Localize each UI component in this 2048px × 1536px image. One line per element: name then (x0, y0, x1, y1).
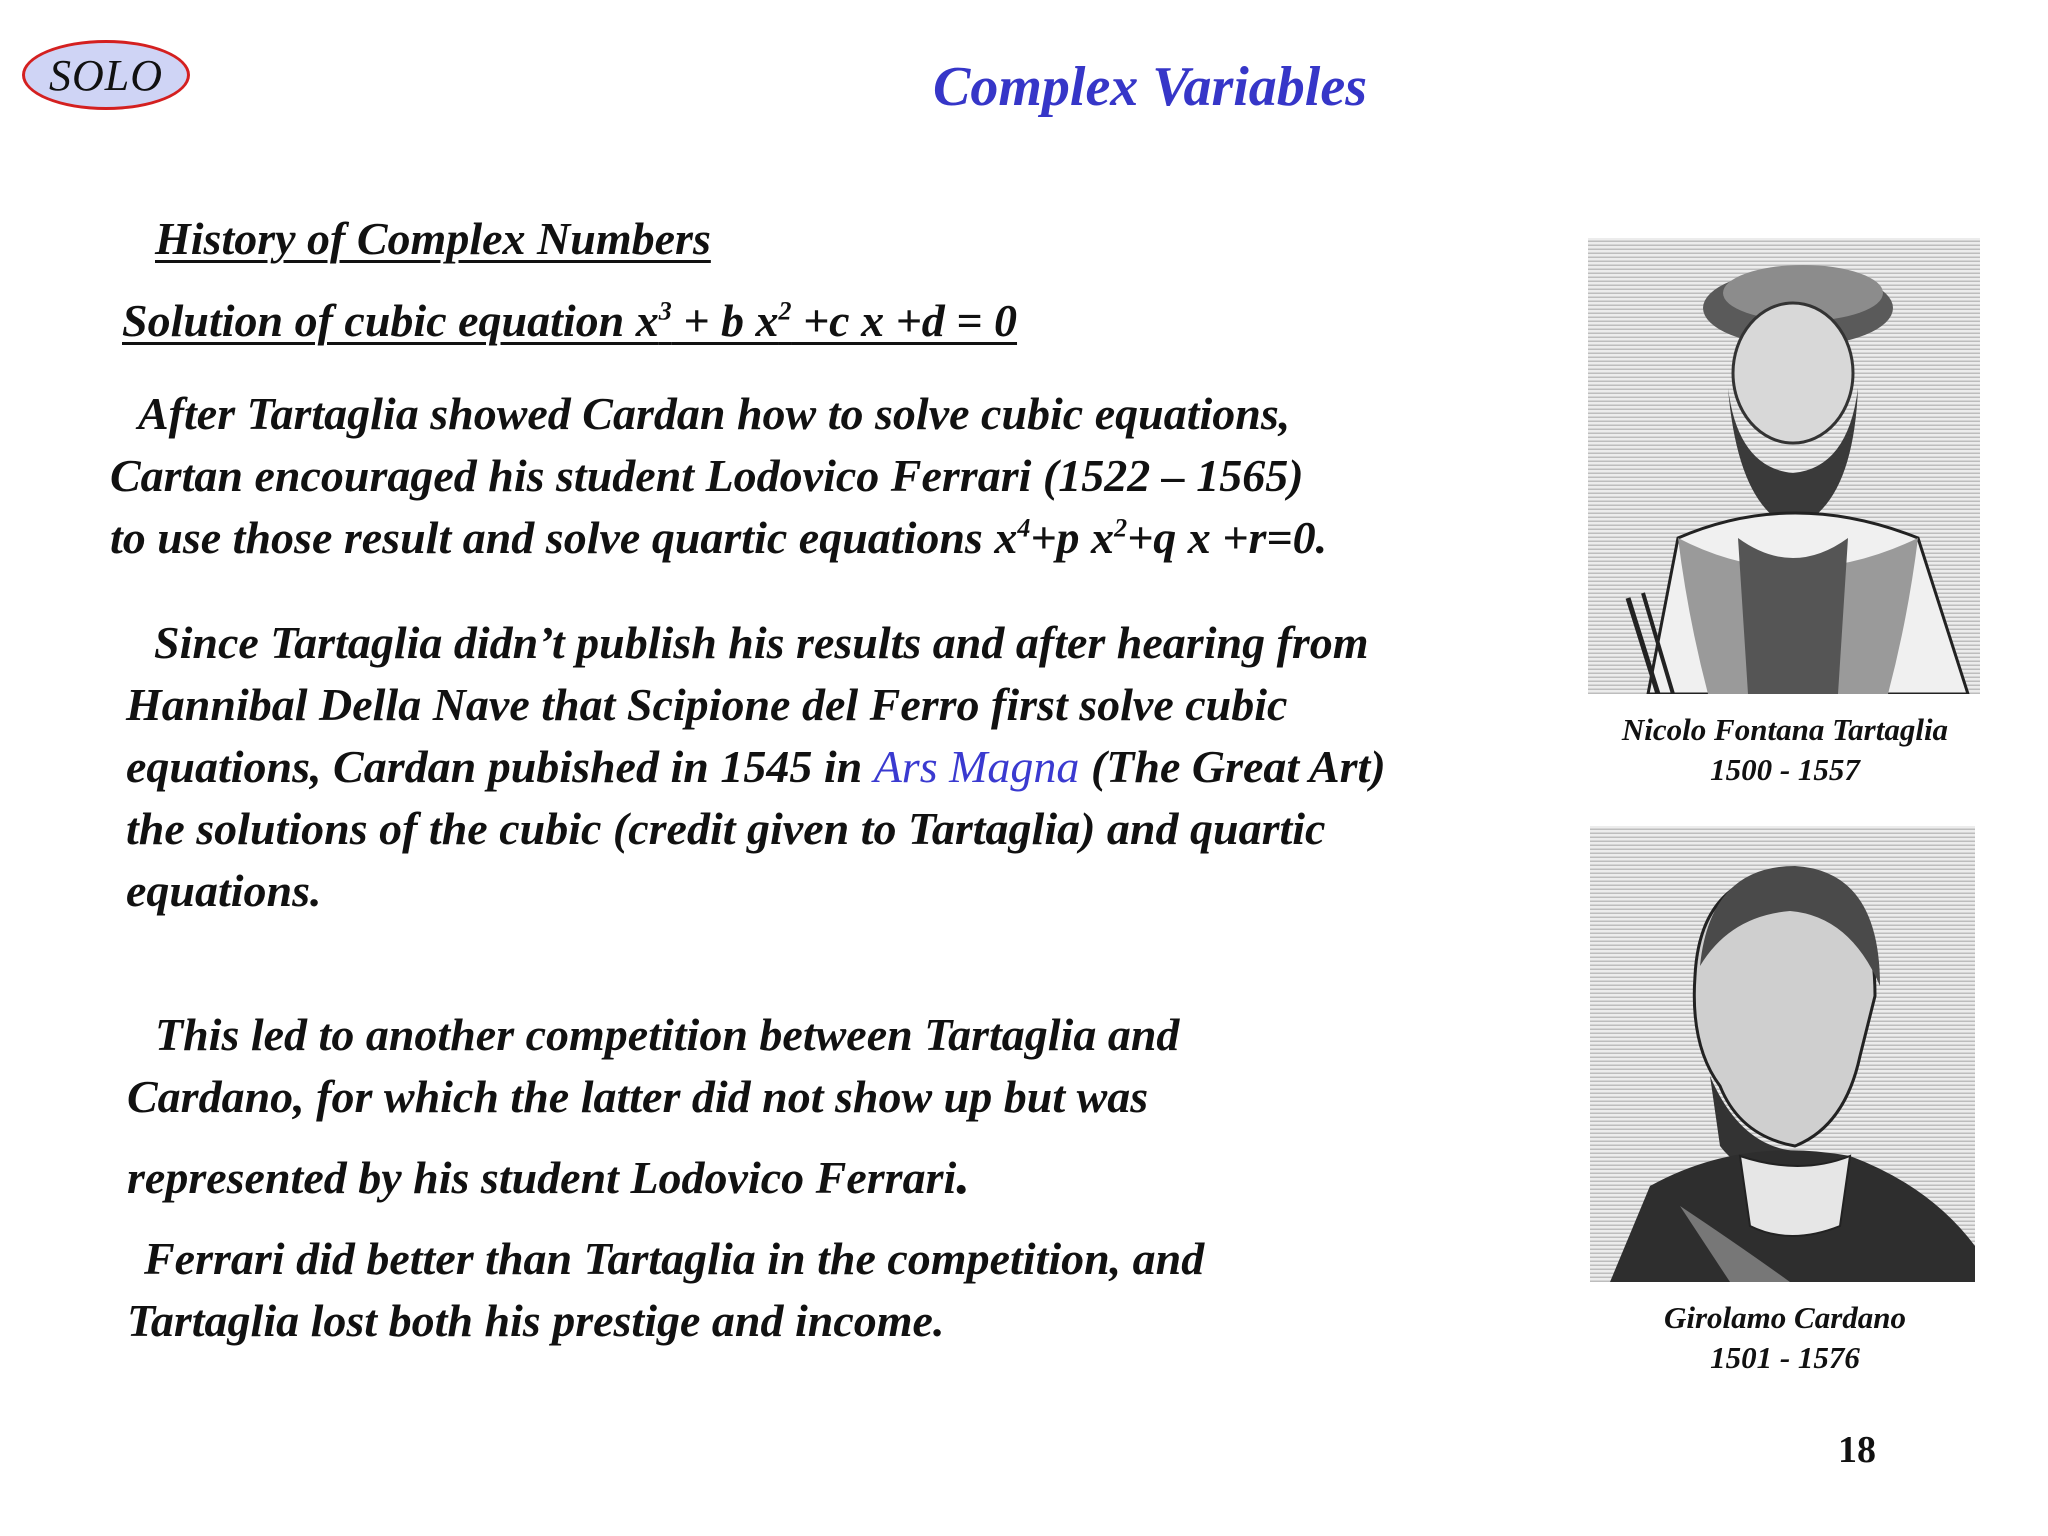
section-heading: History of Complex Numbers (155, 213, 711, 264)
slide-title: Complex Variables (932, 56, 1368, 118)
page-number: 18 (1838, 1429, 1876, 1471)
ars-magna-link[interactable]: Ars Magna (873, 741, 1080, 792)
paragraph-competition: This led to another competition between Tartaglia and Cardano, for which the latter did not show up but was represented by his student Lodovico Ferrari. (127, 1009, 1180, 1206)
cubic-equation-heading: Solution of cubic equation $x^3 + b$ $x^2 +c$ x +d = 0 (122, 295, 1018, 346)
cardano-engraving-image (1590, 826, 1975, 1282)
tartaglia-caption: Nicolo Fontana Tartaglia 1500 - 1557 (1621, 712, 1949, 787)
paragraph-ferrari-quartic: After Tartaglia showed Cardan how to solve cubic equations, Cartan encouraged his student Lodovico Ferrari (1522 – 1565) to use those result and solve quartic equations $x^4+p$ $x^2+q$ x +r=0. (110, 388, 1328, 563)
paragraph-outcome: Ferrari did better than Tartaglia in the competition, and Tartaglia lost both his prestige and income. (127, 1233, 1205, 1346)
tartaglia-portrait (1588, 238, 1980, 694)
cardano-caption: Girolamo Cardano 1501 - 1576 (1663, 1300, 1907, 1375)
tartaglia-engraving-image (1588, 238, 1980, 694)
logo-text: SOLO (48, 50, 164, 100)
cardano-portrait (1590, 826, 1975, 1282)
paragraph-ars-magna: Since Tartaglia didn’t publish his results and after hearing from Hannibal Della Nave that Scipione del Ferro first solve cubic equations, Cardan pubished in 1545 in Ars Magna (The Great Art) the solutions of the cubic (credit given to Tartaglia) and quartic equations. (126, 617, 1386, 916)
